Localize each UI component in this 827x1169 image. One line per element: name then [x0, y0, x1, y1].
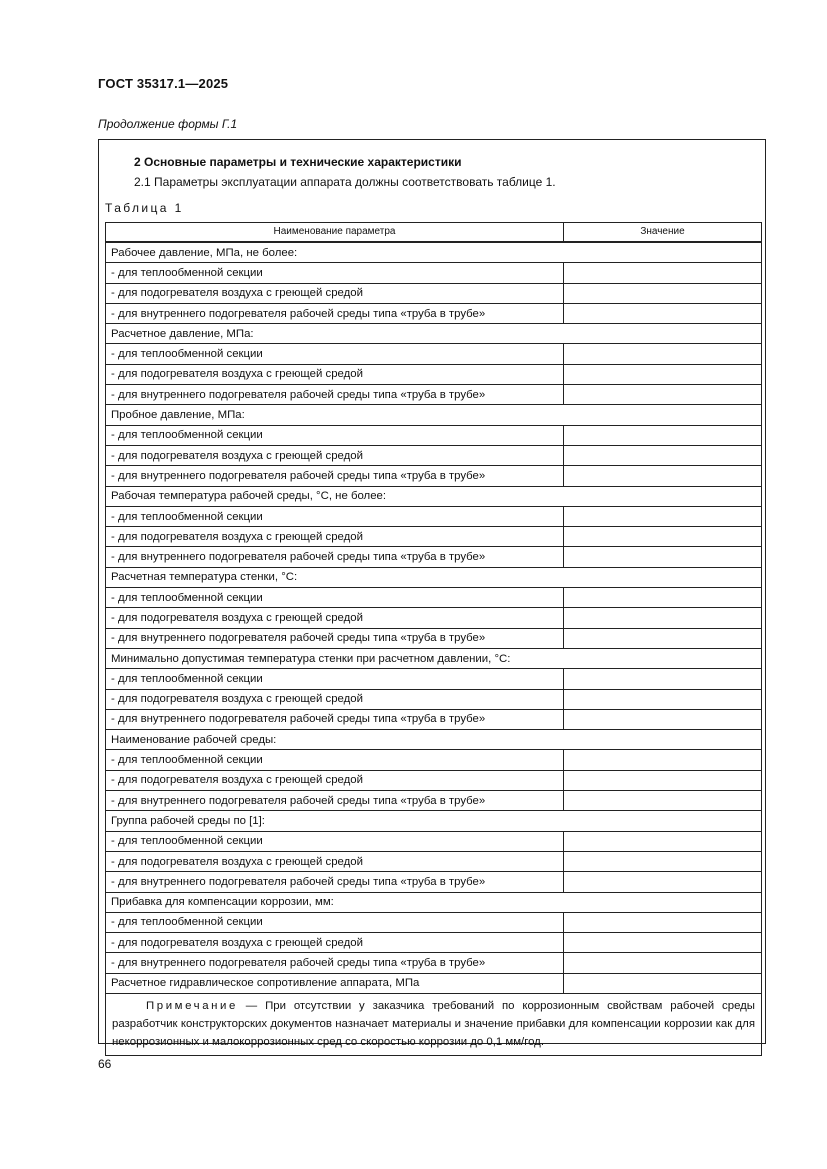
parameter-value-cell[interactable]: [564, 425, 762, 445]
table-row: [106, 831, 762, 851]
table-row: [106, 973, 762, 993]
table-row: [106, 588, 762, 608]
group-label: Расчетная температура стенки, °С:: [106, 567, 762, 587]
parameter-value-cell[interactable]: [564, 709, 762, 729]
table-group-row: [106, 242, 762, 263]
parameter-label: - для подогревателя воздуха с греющей средой: [106, 283, 564, 303]
column-header-parameter: Наименование параметра: [106, 223, 564, 243]
parameter-value-cell[interactable]: [564, 283, 762, 303]
table-row: [106, 750, 762, 770]
table-caption: Таблица 1: [105, 201, 184, 215]
parameter-label: - для теплообменной секции: [106, 263, 564, 283]
parameter-value-cell[interactable]: [564, 547, 762, 567]
parameter-value-cell[interactable]: [564, 527, 762, 547]
column-header-value: Значение: [564, 223, 762, 243]
note-lead: Примечание: [146, 999, 238, 1012]
parameter-label: - для внутреннего подогревателя рабочей среды типа «труба в трубе»: [106, 385, 564, 405]
table-group-row: [106, 730, 762, 750]
table-row: [106, 527, 762, 547]
table-row: [106, 445, 762, 465]
parameter-label: - для подогревателя воздуха с греющей средой: [106, 445, 564, 465]
table-note: [106, 993, 762, 1055]
parameter-label: Расчетное гидравлическое сопротивление аппарата, МПа: [106, 973, 564, 993]
parameter-value-cell[interactable]: [564, 588, 762, 608]
parameter-value-cell[interactable]: [564, 831, 762, 851]
parameter-label: - для подогревателя воздуха с греющей средой: [106, 608, 564, 628]
parameter-value-cell[interactable]: [564, 669, 762, 689]
parameter-value-cell[interactable]: [564, 506, 762, 526]
parameter-label: - для теплообменной секции: [106, 506, 564, 526]
parameter-label: - для теплообменной секции: [106, 750, 564, 770]
group-label: Рабочее давление, МПа, не более:: [106, 242, 762, 263]
parameter-label: - для внутреннего подогревателя рабочей среды типа «труба в трубе»: [106, 466, 564, 486]
table-body: [106, 242, 762, 993]
table-group-row: [106, 892, 762, 912]
parameter-value-cell[interactable]: [564, 689, 762, 709]
parameter-value-cell[interactable]: [564, 303, 762, 323]
table-row: [106, 283, 762, 303]
parameter-value-cell[interactable]: [564, 385, 762, 405]
table-row: [106, 608, 762, 628]
section-heading: 2 Основные параметры и технические характеристики: [134, 155, 462, 169]
parameter-label: - для подогревателя воздуха с греющей средой: [106, 851, 564, 871]
table-header-row: [106, 223, 762, 243]
table-group-row: [106, 486, 762, 506]
table-group-row: [106, 811, 762, 831]
note-row: [106, 993, 762, 1055]
table-row: [106, 344, 762, 364]
document-code: ГОСТ 35317.1—2025: [98, 76, 229, 91]
table-row: [106, 689, 762, 709]
parameter-value-cell[interactable]: [564, 770, 762, 790]
table-row: [106, 953, 762, 973]
group-label: Минимально допустимая температура стенки при расчетном давлении, °С:: [106, 648, 762, 668]
table-group-row: [106, 324, 762, 344]
parameter-label: - для теплообменной секции: [106, 669, 564, 689]
table-row: [106, 709, 762, 729]
table-row: [106, 364, 762, 384]
section-paragraph: 2.1 Параметры эксплуатации аппарата должны соответствовать таблице 1.: [134, 175, 556, 189]
parameter-value-cell[interactable]: [564, 445, 762, 465]
parameter-value-cell[interactable]: [564, 791, 762, 811]
parameter-label: - для внутреннего подогревателя рабочей среды типа «труба в трубе»: [106, 303, 564, 323]
parameter-label: - для подогревателя воздуха с греющей средой: [106, 770, 564, 790]
parameter-label: - для теплообменной секции: [106, 588, 564, 608]
group-label: Наименование рабочей среды:: [106, 730, 762, 750]
parameter-value-cell[interactable]: [564, 851, 762, 871]
group-label: Расчетное давление, МПа:: [106, 324, 762, 344]
table-row: [106, 425, 762, 445]
group-label: Прибавка для компенсации коррозии, мм:: [106, 892, 762, 912]
parameter-label: - для теплообменной секции: [106, 912, 564, 932]
parameters-table: [105, 222, 762, 1056]
table-row: [106, 506, 762, 526]
table-row: [106, 303, 762, 323]
table-group-row: [106, 648, 762, 668]
parameter-value-cell[interactable]: [564, 973, 762, 993]
form-continuation-label: Продолжение формы Г.1: [98, 117, 238, 131]
table-row: [106, 791, 762, 811]
parameter-value-cell[interactable]: [564, 364, 762, 384]
parameter-label: - для внутреннего подогревателя рабочей среды типа «труба в трубе»: [106, 872, 564, 892]
parameter-value-cell[interactable]: [564, 750, 762, 770]
parameter-value-cell[interactable]: [564, 872, 762, 892]
parameter-value-cell[interactable]: [564, 263, 762, 283]
parameter-label: - для теплообменной секции: [106, 425, 564, 445]
table-row: [106, 851, 762, 871]
parameter-value-cell[interactable]: [564, 953, 762, 973]
parameter-label: - для внутреннего подогревателя рабочей среды типа «труба в трубе»: [106, 791, 564, 811]
parameter-value-cell[interactable]: [564, 608, 762, 628]
table-row: [106, 669, 762, 689]
parameter-label: - для внутреннего подогревателя рабочей среды типа «труба в трубе»: [106, 953, 564, 973]
parameter-value-cell[interactable]: [564, 933, 762, 953]
parameter-value-cell[interactable]: [564, 628, 762, 648]
parameter-label: - для подогревателя воздуха с греющей средой: [106, 527, 564, 547]
parameter-label: - для теплообменной секции: [106, 831, 564, 851]
group-label: Рабочая температура рабочей среды, °С, не более:: [106, 486, 762, 506]
table-group-row: [106, 405, 762, 425]
table-group-row: [106, 567, 762, 587]
parameter-label: - для подогревателя воздуха с греющей средой: [106, 689, 564, 709]
parameter-label: - для подогревателя воздуха с греющей средой: [106, 933, 564, 953]
table-row: [106, 385, 762, 405]
table-row: [106, 770, 762, 790]
page-number: 66: [98, 1057, 112, 1071]
group-label: Группа рабочей среды по [1]:: [106, 811, 762, 831]
parameter-label: - для подогревателя воздуха с греющей средой: [106, 364, 564, 384]
table-row: [106, 263, 762, 283]
parameter-label: - для теплообменной секции: [106, 344, 564, 364]
table-row: [106, 872, 762, 892]
parameter-label: - для внутреннего подогревателя рабочей среды типа «труба в трубе»: [106, 709, 564, 729]
table-row: [106, 466, 762, 486]
parameter-label: - для внутреннего подогревателя рабочей среды типа «труба в трубе»: [106, 628, 564, 648]
parameter-label: - для внутреннего подогревателя рабочей среды типа «труба в трубе»: [106, 547, 564, 567]
table-row: [106, 933, 762, 953]
table-row: [106, 628, 762, 648]
parameter-value-cell[interactable]: [564, 466, 762, 486]
table-row: [106, 912, 762, 932]
parameter-value-cell[interactable]: [564, 912, 762, 932]
group-label: Пробное давление, МПа:: [106, 405, 762, 425]
table-row: [106, 547, 762, 567]
parameter-value-cell[interactable]: [564, 344, 762, 364]
note-text: — При отсутствии у заказчика требований по коррозионным свойствам рабочей среды разработчик конструкторских документов назначает материалы и значение прибавки для компенсации коррозии как для некоррозионных и малокоррозионных сред со скоростью коррозии до 0,1 мм/год.: [112, 999, 755, 1048]
